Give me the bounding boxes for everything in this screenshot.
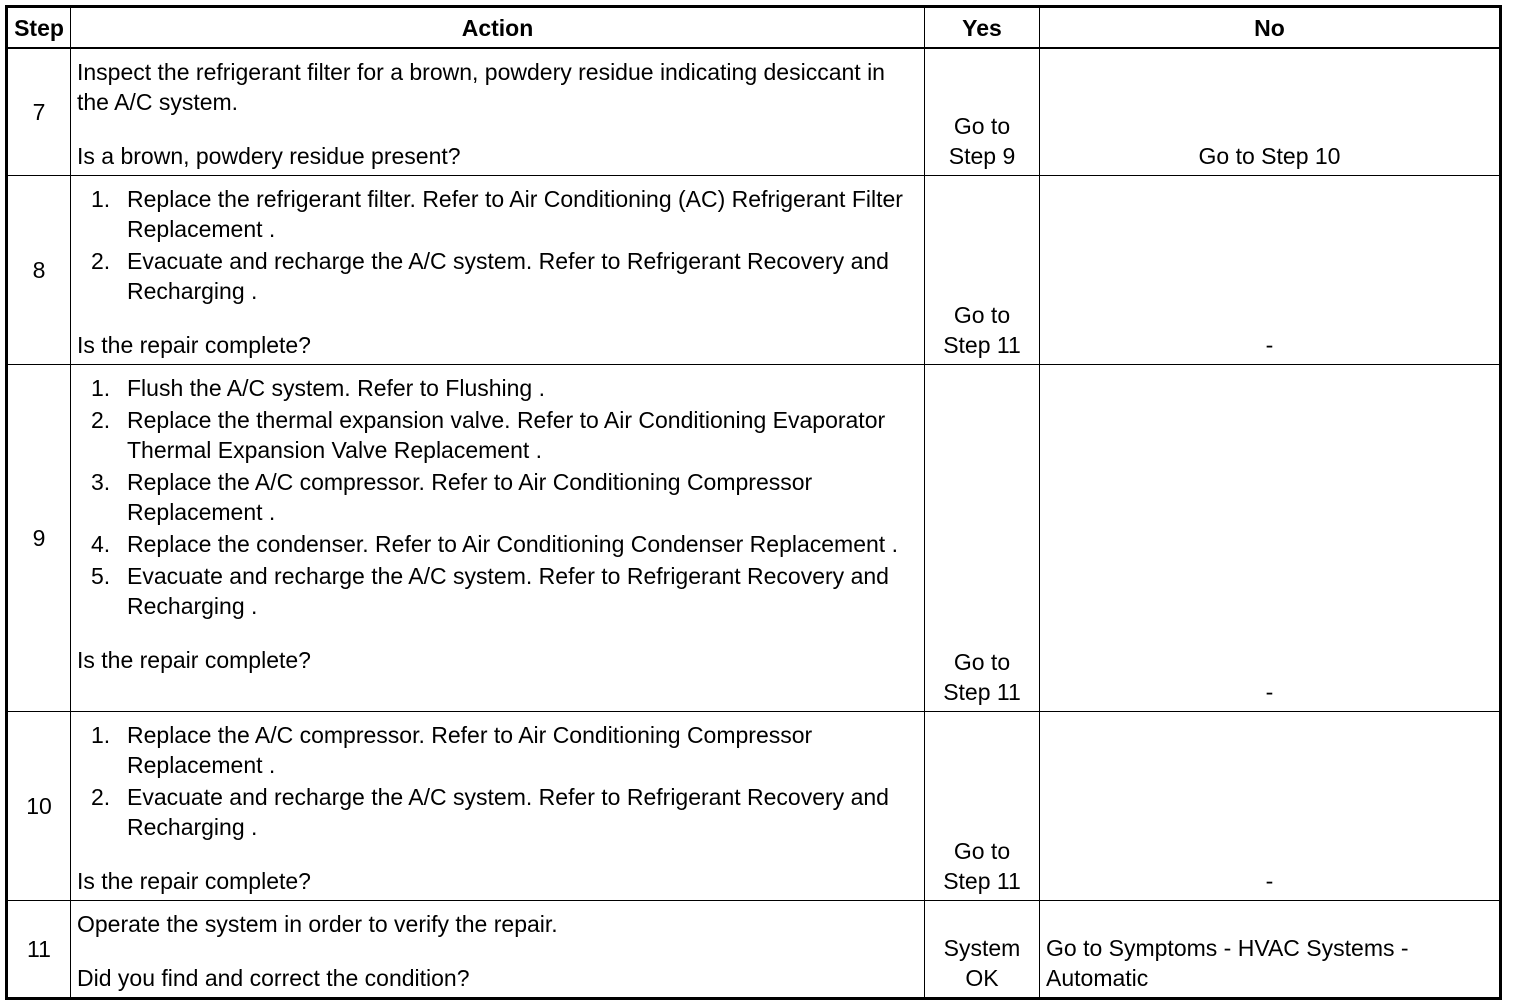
yes-cell bbox=[925, 176, 1040, 365]
step-number: 8 bbox=[7, 176, 71, 365]
no-cell: Go to Step 10 bbox=[1040, 48, 1501, 176]
yes-line-1: Go to bbox=[953, 113, 1011, 139]
action-question: Did you find and correct the condition? bbox=[77, 965, 470, 991]
yes-line-1: Go to bbox=[953, 649, 1011, 675]
table-row bbox=[7, 176, 1501, 365]
list-item-text: Replace the refrigerant filter. Refer to Air Conditioning (AC) Refrigerant Filter Replacement . bbox=[127, 186, 903, 242]
action-question: Is the repair complete? bbox=[77, 868, 311, 894]
list-item bbox=[77, 184, 918, 244]
list-item-number: 2. bbox=[91, 248, 111, 274]
list-item bbox=[77, 561, 918, 621]
no-cell: - bbox=[1040, 365, 1501, 712]
action-intro: Operate the system in order to verify the repair. bbox=[77, 911, 558, 937]
yes-cell bbox=[925, 365, 1040, 712]
list-item-number: 5. bbox=[91, 563, 111, 589]
list-item-number: 1. bbox=[91, 722, 111, 748]
list-item bbox=[77, 720, 918, 780]
list-item-number: 3. bbox=[91, 469, 111, 495]
list-item-text: Replace the thermal expansion valve. Refer to Air Conditioning Evaporator Thermal Expansion Valve Replacement . bbox=[127, 407, 886, 463]
yes-line-1: System bbox=[943, 935, 1021, 961]
no-cell: - bbox=[1040, 176, 1501, 365]
list-item-text: Replace the condenser. Refer to Air Conditioning Condenser Replacement . bbox=[127, 531, 898, 557]
yes-line-2: Step 11 bbox=[943, 679, 1021, 705]
list-item-number: 4. bbox=[91, 531, 111, 557]
list-item-text: Replace the A/C compressor. Refer to Air Conditioning Compressor Replacement . bbox=[127, 722, 813, 778]
list-item bbox=[77, 246, 918, 306]
list-item-number: 1. bbox=[91, 375, 111, 401]
yes-line-1: Go to bbox=[953, 838, 1011, 864]
action-intro: Inspect the refrigerant filter for a brown, powdery residue indicating desiccant in the A/C system. bbox=[77, 59, 885, 115]
table-row bbox=[7, 901, 1501, 999]
diagnostic-table-container bbox=[5, 5, 1502, 1000]
header-action: Action bbox=[71, 7, 925, 49]
list-item-text: Flush the A/C system. Refer to Flushing . bbox=[127, 375, 545, 401]
no-cell: Go to Symptoms - HVAC Systems - Automatic bbox=[1040, 901, 1501, 999]
step-number: 10 bbox=[7, 712, 71, 901]
action-question: Is a brown, powdery residue present? bbox=[77, 143, 461, 169]
list-item-text: Evacuate and recharge the A/C system. Refer to Refrigerant Recovery and Recharging . bbox=[127, 248, 889, 304]
list-item bbox=[77, 529, 918, 559]
yes-cell bbox=[925, 48, 1040, 176]
table-header-row bbox=[7, 7, 1501, 49]
table-row bbox=[7, 712, 1501, 901]
diagnostic-table bbox=[5, 5, 1502, 1000]
list-item bbox=[77, 373, 918, 403]
list-item bbox=[77, 782, 918, 842]
list-item-number: 1. bbox=[91, 186, 111, 212]
list-item bbox=[77, 467, 918, 527]
action-steps-list bbox=[77, 720, 918, 842]
action-cell bbox=[71, 48, 925, 176]
action-question: Is the repair complete? bbox=[77, 647, 311, 673]
action-cell bbox=[71, 712, 925, 901]
header-step: Step bbox=[7, 7, 71, 49]
table-row bbox=[7, 48, 1501, 176]
yes-line-2: Step 9 bbox=[948, 143, 1016, 169]
list-item-number: 2. bbox=[91, 407, 111, 433]
list-item bbox=[77, 405, 918, 465]
yes-cell bbox=[925, 901, 1040, 999]
table-row bbox=[7, 365, 1501, 712]
yes-line-1: Go to bbox=[953, 302, 1011, 328]
list-item-text: Evacuate and recharge the A/C system. Refer to Refrigerant Recovery and Recharging . bbox=[127, 563, 889, 619]
step-number: 11 bbox=[7, 901, 71, 999]
list-item-text: Evacuate and recharge the A/C system. Refer to Refrigerant Recovery and Recharging . bbox=[127, 784, 889, 840]
action-cell bbox=[71, 176, 925, 365]
header-yes: Yes bbox=[925, 7, 1040, 49]
step-number: 7 bbox=[7, 48, 71, 176]
action-steps-list bbox=[77, 373, 918, 621]
list-item-text: Replace the A/C compressor. Refer to Air Conditioning Compressor Replacement . bbox=[127, 469, 813, 525]
action-question: Is the repair complete? bbox=[77, 332, 311, 358]
header-no: No bbox=[1040, 7, 1501, 49]
no-cell: - bbox=[1040, 712, 1501, 901]
action-steps-list bbox=[77, 184, 918, 306]
action-cell bbox=[71, 365, 925, 712]
action-cell bbox=[71, 901, 925, 999]
yes-line-2: Step 11 bbox=[943, 332, 1021, 358]
yes-line-2: OK bbox=[965, 965, 999, 991]
yes-cell bbox=[925, 712, 1040, 901]
list-item-number: 2. bbox=[91, 784, 111, 810]
yes-line-2: Step 11 bbox=[943, 868, 1021, 894]
step-number: 9 bbox=[7, 365, 71, 712]
